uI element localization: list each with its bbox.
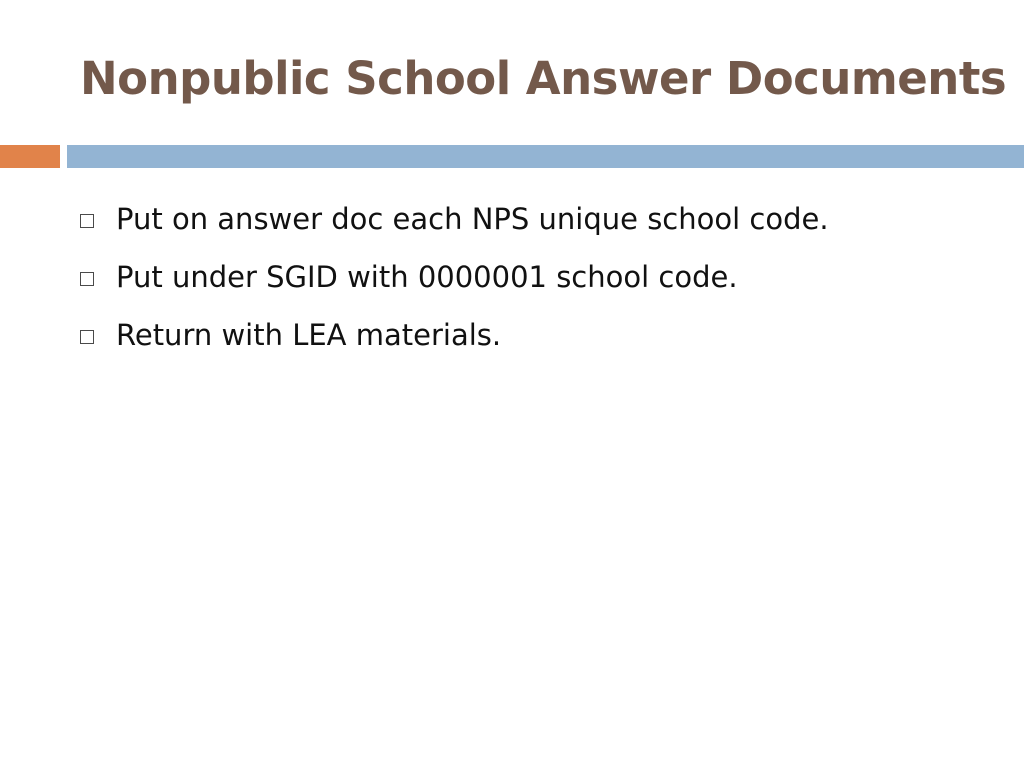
bullet-list (80, 190, 829, 364)
bullet-text: Return with LEA materials. (116, 318, 502, 352)
bullet-item (80, 248, 829, 306)
accent-bar-orange (0, 145, 60, 168)
checkbox-square-icon (80, 214, 94, 228)
bullet-item (80, 190, 829, 248)
bullet-item (80, 306, 829, 364)
checkbox-square-icon (80, 272, 94, 286)
accent-bar-blue (67, 145, 1024, 168)
checkbox-square-icon (80, 330, 94, 344)
bullet-text: Put under SGID with 0000001 school code. (116, 260, 738, 294)
slide-title: Nonpublic School Answer Documents (80, 52, 1007, 105)
bullet-text: Put on answer doc each NPS unique school code. (116, 202, 829, 236)
